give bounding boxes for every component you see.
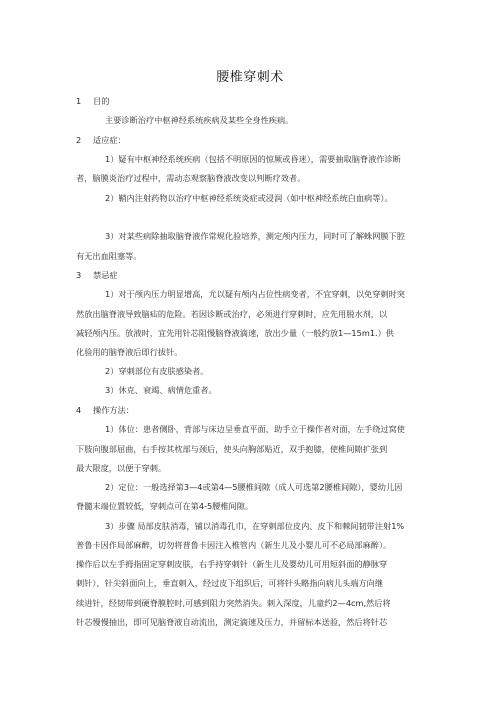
text-line: 有无出血阻塞等。 — [76, 251, 142, 261]
section-heading: 禁忌症 — [93, 270, 118, 280]
text-line: 刺针），针尖斜面向上，垂直刺入，经过皮下组织后，可将针头略指向病儿头端方向继 — [76, 578, 384, 588]
text-line: 3）步骤 局部皮肤消毒，铺以消毒孔巾，在穿刺部位皮内、皮下和棘间韧带注射1% — [105, 521, 405, 531]
text-line: 最大限度，以便于穿刺。 — [76, 463, 167, 473]
text-line: 化验用的脑脊液后即行拔针。 — [76, 347, 183, 357]
text-line: 针芯慢慢抽出，即可见脑脊液自动流出，测定滴速及压力，并留标本送验，然后将针芯 — [76, 617, 388, 627]
text-line: 脊髓末端位置较低，穿刺点可在第4-5腰椎间隙。 — [76, 501, 254, 511]
text-line: 2）穿刺部位有皮肤感染者。 — [105, 366, 209, 376]
text-line: 者，脑膜炎治疗过程中，需动态观察脑脊液改变以判断疗效者。 — [76, 173, 306, 183]
text-line: 1）体位：患者侧卧，背部与床边呈垂直平面，助手立于操作者对面，左手绕过窝使 — [105, 424, 405, 434]
page-title: 腰椎穿刺术 — [216, 70, 284, 85]
section-heading: 适应症： — [93, 135, 126, 145]
text-line: 普鲁卡因作局部麻醉，切勿将普鲁卡因注入椎管内（新生儿及小婴儿可不必局部麻醉）。 — [76, 540, 392, 550]
section-number: 3 — [76, 270, 82, 280]
text-line: 2）定位：一般选择第3—4或第4—5腰椎间隙（成人可选第2腰椎间隙），婴幼儿因 — [105, 482, 403, 492]
text-line: 续进针，经韧带到硬脊膜腔时,可感到阻力突然消失。刺入深度，儿童约2—4cm,然后将 — [76, 598, 391, 608]
section-number: 1 — [76, 96, 82, 106]
text-line: 1）疑有中枢神经系统疾病（包括不明原因的惊厥或昏迷），需要抽取脑脊液作诊断 — [105, 154, 401, 164]
text-line: 减轻颅内压。放液时，宜先用针芯阻慢脑脊液滴速，放出少量（一般约放1—15m1.）供 — [76, 328, 394, 338]
text-line: 1）对于颅内压力明显增高，尤以疑有颅内占位性病变者，不宜穿刺，以免穿刺时突 — [105, 289, 405, 299]
text-line: 下肢向腹部屈曲，右手按其枕部与颈后，使头向胸部贴近，双手抱膝，使椎间隙扩张到 — [76, 444, 388, 454]
text-line: 3）休克、衰竭、病情危重者。 — [105, 385, 217, 395]
text-line: 然放出脑脊液导致脑疝的危险。若因诊断或治疗，必须进行穿刺时，应先用脱水剂，以 — [76, 309, 388, 319]
text-line: 3）对某些病除抽取脑脊液作常规化验培养，测定颅内压力，同时可了解蛛网膜下腔 — [105, 231, 405, 241]
section-heading: 操作方法： — [93, 405, 134, 415]
text-line: 主要诊断治疗中枢神经系统疾病及某些全身性疾病。 — [105, 115, 294, 125]
section-number: 2 — [76, 135, 82, 145]
text-line: 2）鞘内注射药物以治疗中枢神经系统炎症或浸润（如中枢神经系统白血病等）。 — [105, 193, 393, 203]
text-line: 操作后以左手拇指固定穿刺皮肤，右手持穿刺针（新生儿及婴幼儿可用短斜面的静脉穿 — [76, 559, 388, 569]
section-number: 4 — [76, 405, 82, 415]
section-heading: 目的 — [93, 96, 110, 106]
